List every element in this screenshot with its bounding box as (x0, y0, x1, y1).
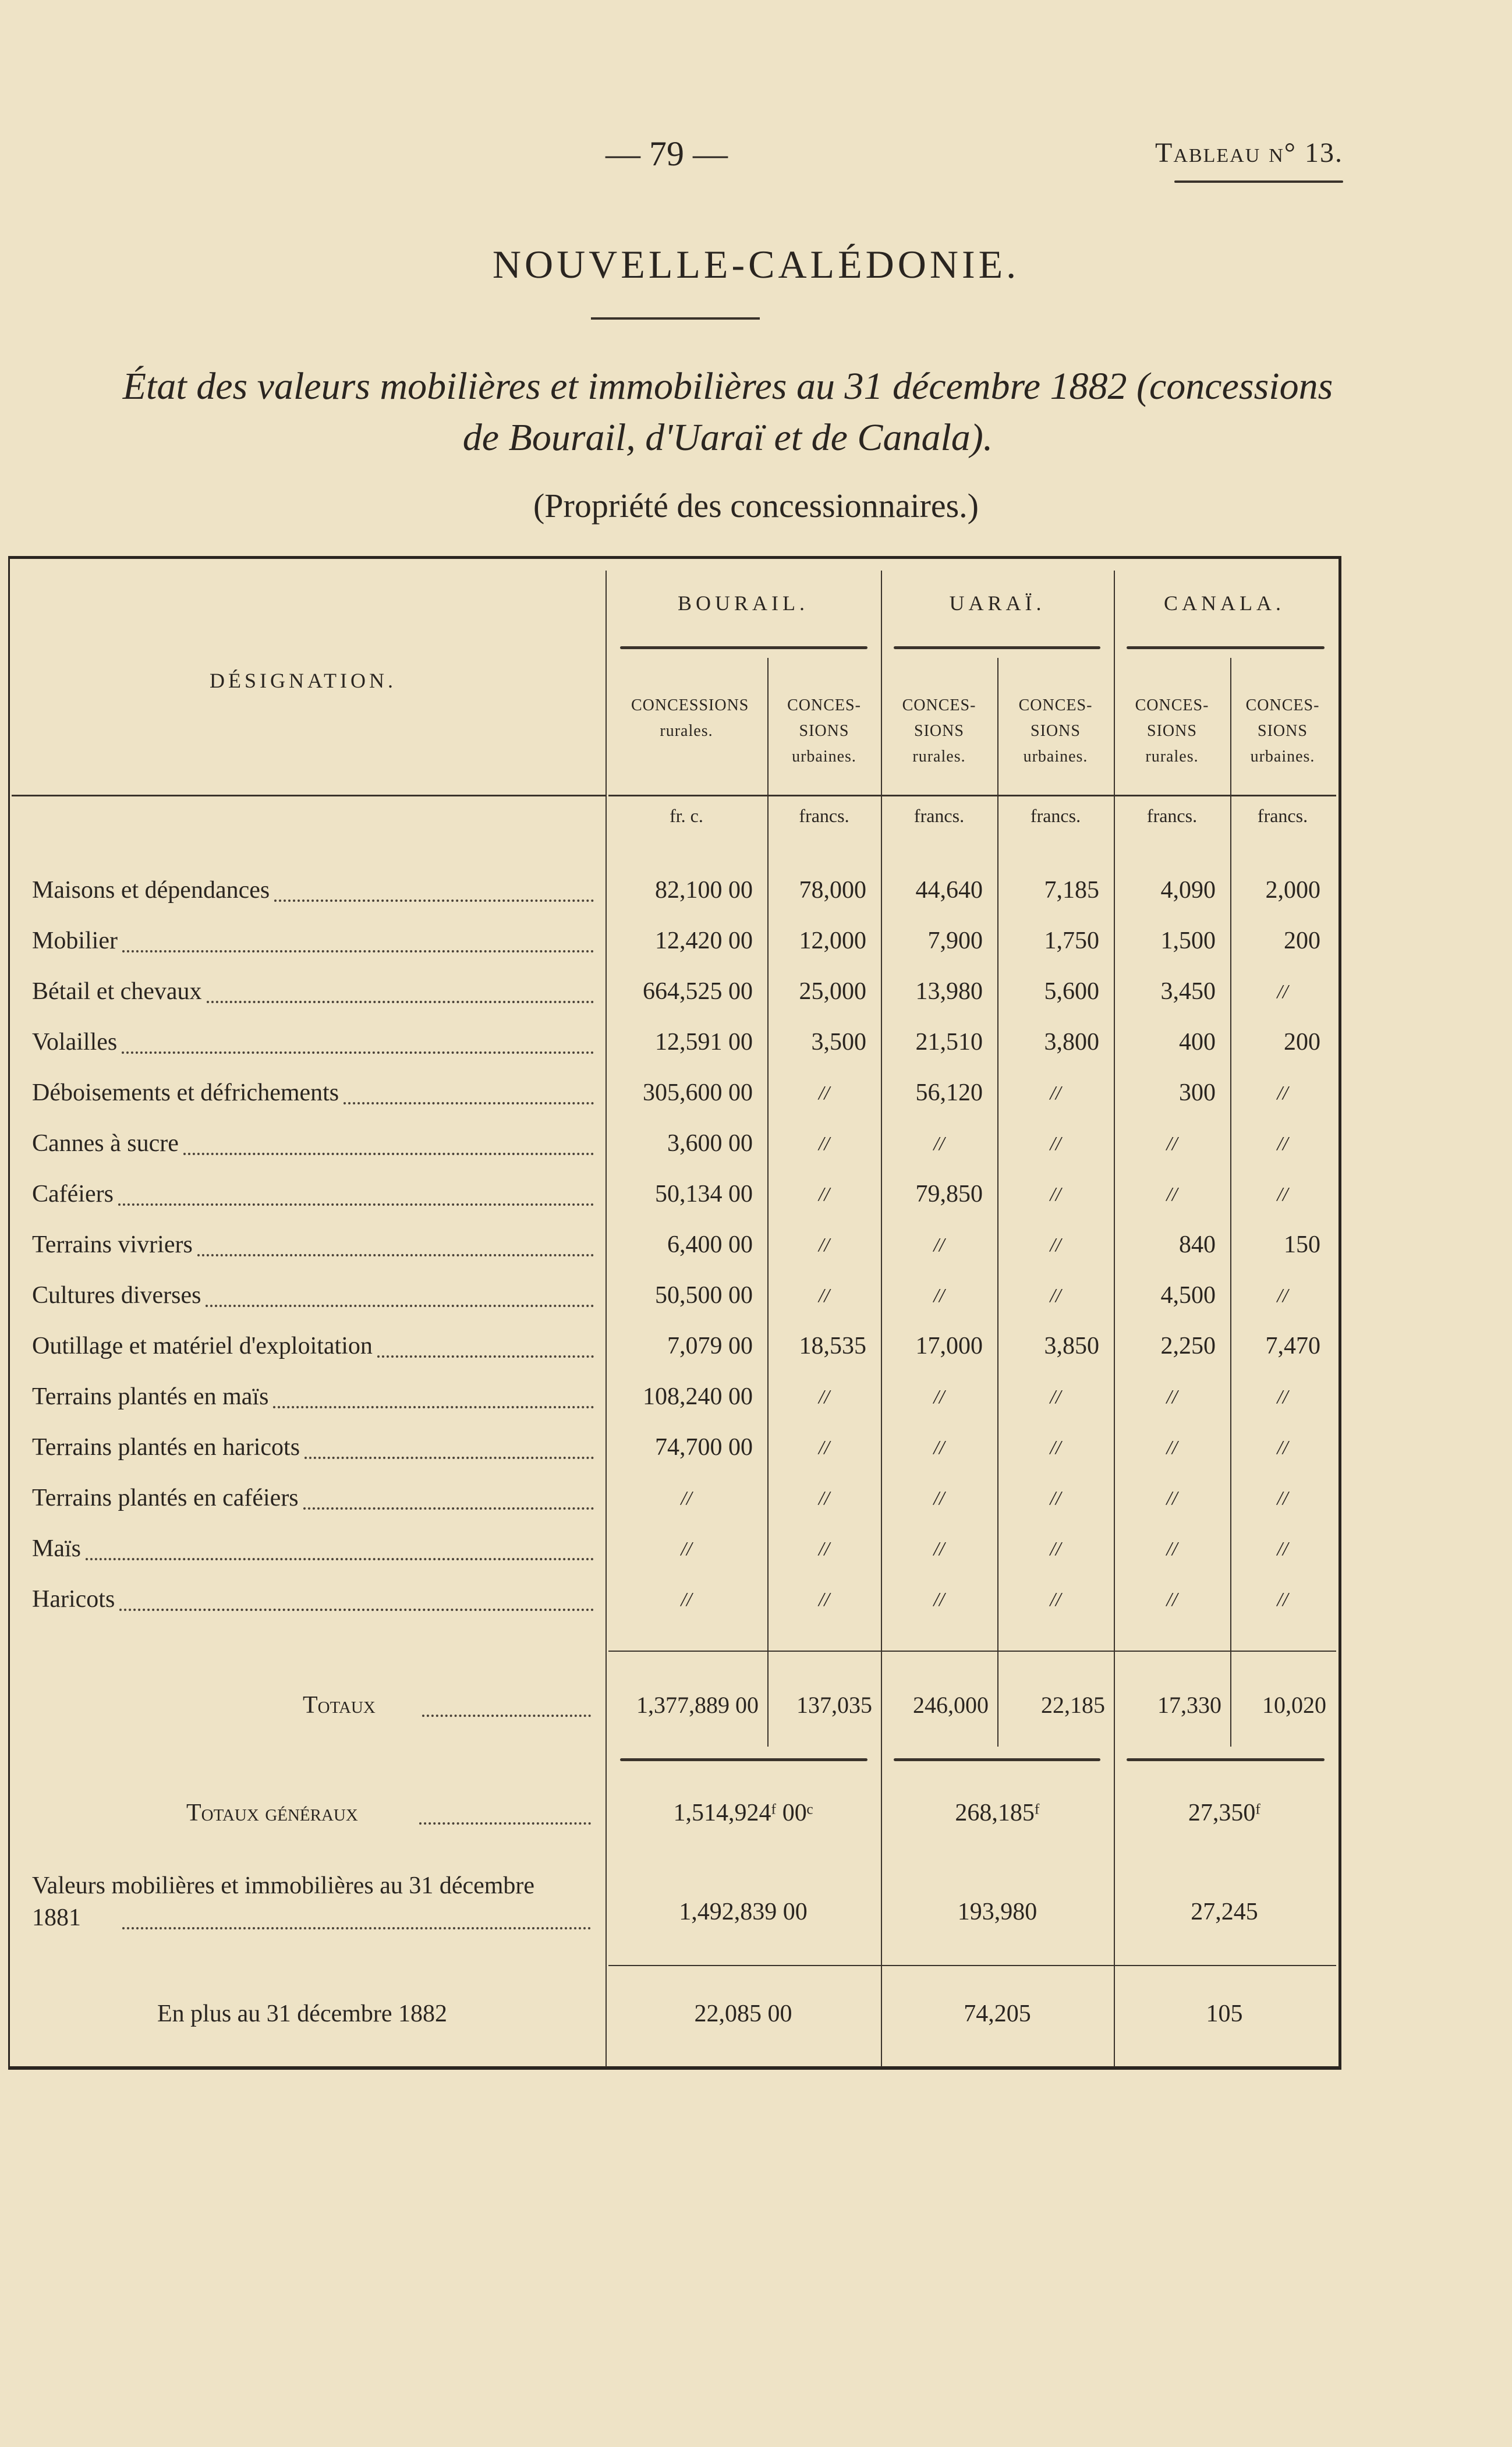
dot-leader (422, 1715, 591, 1717)
table-cell: 305,600 00 (643, 1079, 753, 1106)
table-cell: // (1277, 1386, 1288, 1408)
dot-leader (122, 1927, 591, 1929)
totals-cell: 246,000 (913, 1692, 989, 1718)
table-cell: // (933, 1234, 945, 1256)
tableau-underline (1174, 180, 1343, 183)
subheader-line: CONCES- (1245, 696, 1320, 714)
table-cell: // (1050, 1386, 1061, 1408)
table-cell: // (681, 1538, 692, 1560)
table-cell: 1,500 (1160, 927, 1216, 954)
table-cell: 1,750 (1044, 927, 1099, 954)
table-cell: 3,450 (1160, 978, 1216, 1005)
table-cell: // (933, 1133, 945, 1155)
table-cell: 2,250 (1160, 1333, 1216, 1359)
table-cell: 664,525 00 (643, 978, 753, 1005)
table-cell: 18,535 (799, 1333, 866, 1359)
subtitle-line-2: de Bourail, d'Uaraï et de Canala). (462, 416, 993, 459)
table-cell: 300 (1179, 1079, 1216, 1106)
increase-cell: 22,085 00 (694, 2000, 792, 2027)
table-cell: // (819, 1234, 830, 1256)
totals-brace (1127, 1758, 1325, 1761)
ownership-note: (Propriété des concessionnaires.) (533, 487, 979, 525)
subheader-line: rurales. (912, 748, 966, 766)
table-cell: // (819, 1082, 830, 1104)
previous-year-cell: 27,245 (1191, 1899, 1258, 1925)
row-label: Mobilier (32, 927, 118, 954)
table-cell: 840 (1179, 1231, 1216, 1258)
table-cell: 50,500 00 (655, 1282, 753, 1309)
table-cell: 3,500 (811, 1029, 866, 1056)
unit-label: francs. (913, 805, 965, 826)
unit-label: francs. (1257, 805, 1308, 826)
subheader-line: CONCES- (902, 696, 976, 714)
table-cell: // (1277, 1133, 1288, 1155)
table-cell: // (1277, 1488, 1288, 1509)
table-cell: // (1166, 1538, 1178, 1560)
table-cell: // (933, 1437, 945, 1458)
table-cell: // (1277, 1184, 1288, 1205)
table-cell: 7,079 00 (667, 1333, 753, 1359)
table-cell: // (1166, 1437, 1178, 1458)
grand-totals-label: Totaux généraux (186, 1800, 358, 1826)
table-cell: // (933, 1386, 945, 1408)
row-label: Caféiers (32, 1181, 114, 1207)
table-cell: 200 (1284, 927, 1320, 954)
subheader-line: rurales. (1145, 748, 1199, 766)
column-divider (1114, 658, 1115, 1747)
table-cell: 82,100 00 (655, 877, 753, 904)
table-cell: // (1166, 1589, 1178, 1610)
table-cell: 7,185 (1044, 877, 1099, 904)
dot-leader (183, 1153, 594, 1155)
table-cell: // (933, 1589, 945, 1610)
increase-rule (608, 1965, 1336, 1966)
row-label: Terrains plantés en maïs (32, 1383, 269, 1410)
table-cell: // (1050, 1589, 1061, 1610)
column-subheader (1117, 693, 1227, 770)
row-label: Terrains plantés en haricots (32, 1434, 300, 1461)
subtitle-line-1: État des valeurs mobilières et immobilières au 31 décembre 1882 (concessions (122, 365, 1333, 408)
table-cell: // (1166, 1184, 1178, 1205)
dot-leader (206, 1305, 594, 1307)
column-divider (881, 658, 882, 1747)
row-label: Maisons et dépendances (32, 877, 270, 904)
row-label: Terrains plantés en caféiers (32, 1485, 299, 1511)
unit-label: fr. c. (670, 805, 703, 826)
subheader-line: SIONS (799, 722, 849, 740)
table-cell: // (1277, 1082, 1288, 1104)
row-label: Déboisements et défrichements (32, 1079, 339, 1106)
grand-totals-cell: 27,350ᶠ (1188, 1800, 1261, 1826)
table-cell: 12,591 00 (655, 1029, 753, 1056)
unit-label: francs. (1146, 805, 1198, 826)
subheader-line: CONCES- (1018, 696, 1093, 714)
table-cell: 3,600 00 (667, 1130, 753, 1157)
colony-brace (620, 646, 867, 649)
table-cell: 13,980 (915, 978, 983, 1005)
table-cell: // (1277, 1589, 1288, 1610)
table-cell: 400 (1179, 1029, 1216, 1056)
subheader-line: urbaines. (792, 748, 856, 766)
table-cell: // (1277, 1437, 1288, 1458)
header-rule (12, 795, 605, 796)
unit-label: francs. (1030, 805, 1081, 826)
table-cell: 25,000 (799, 978, 866, 1005)
increase-cell: 74,205 (964, 2000, 1031, 2027)
dot-leader (304, 1457, 594, 1459)
table-cell: // (1166, 1133, 1178, 1155)
previous-year-cell: 1,492,839 00 (679, 1899, 808, 1925)
table-cell: // (933, 1285, 945, 1306)
row-label: Volailles (32, 1029, 118, 1056)
designation-header: DÉSIGNATION. (210, 669, 396, 692)
table-cell: // (819, 1437, 830, 1458)
table-cell: // (1050, 1437, 1061, 1458)
unit-label: francs. (799, 805, 849, 826)
table-cell: // (933, 1488, 945, 1509)
table-cell: // (1277, 1538, 1288, 1560)
page-number: — 79 — (605, 134, 728, 173)
table-cell: // (1050, 1133, 1061, 1155)
column-divider (997, 658, 998, 1747)
table-cell: 79,850 (915, 1181, 983, 1207)
row-label: Terrains vivriers (32, 1231, 193, 1258)
colony-header: UARAÏ. (949, 592, 1046, 615)
column-subheader (1227, 693, 1338, 770)
dot-leader (118, 1203, 594, 1206)
totals-brace (894, 1758, 1100, 1761)
previous-year-label-1: Valeurs mobilières et immobilières au 31 décembre (32, 1872, 535, 1899)
row-label: Cultures diverses (32, 1282, 201, 1309)
table-cell: // (819, 1538, 830, 1560)
totals-cell: 1,377,889 00 (636, 1692, 759, 1718)
title-rule (591, 317, 760, 320)
totals-cell: 17,330 (1157, 1692, 1221, 1718)
column-subheader (884, 693, 994, 770)
increase-cell: 105 (1206, 2000, 1243, 2027)
increase-label: En plus au 31 décembre 1882 (157, 2000, 448, 2027)
table-cell: 150 (1284, 1231, 1320, 1258)
dot-leader (197, 1254, 594, 1256)
totals-cell: 137,035 (796, 1692, 872, 1718)
table-cell: 21,510 (915, 1029, 983, 1056)
table-cell: // (819, 1184, 830, 1205)
dot-leader (377, 1355, 594, 1358)
column-subheader (631, 693, 749, 744)
previous-year-cell: 193,980 (957, 1899, 1037, 1925)
table-cell: // (1050, 1538, 1061, 1560)
totals-label: Totaux (303, 1692, 376, 1719)
subheader-line: CONCES- (1135, 696, 1209, 714)
column-subheader (1000, 693, 1111, 770)
table-cell: // (819, 1386, 830, 1408)
table-cell: // (1050, 1082, 1061, 1104)
page-title: NOUVELLE-CALÉDONIE. (492, 242, 1020, 286)
totals-rule (608, 1651, 1336, 1652)
row-label: Cannes à sucre (32, 1130, 179, 1157)
dot-leader (344, 1102, 594, 1104)
values-table (8, 556, 1341, 2070)
subheader-line: SIONS (1147, 722, 1197, 740)
colony-brace (894, 646, 1100, 649)
dot-leader (122, 950, 594, 952)
column-subheader (769, 693, 880, 770)
row-label: Outillage et matériel d'exploitation (32, 1333, 373, 1359)
table-cell: 7,900 (927, 927, 983, 954)
grand-totals-cell: 268,185ᶠ (955, 1800, 1040, 1826)
colony-brace (1127, 646, 1325, 649)
table-cell: 2,000 (1265, 877, 1320, 904)
table-cell: // (933, 1538, 945, 1560)
table-cell: // (681, 1488, 692, 1509)
table-cell: 12,000 (799, 927, 866, 954)
table-cell: 3,850 (1044, 1333, 1099, 1359)
table-cell: 12,420 00 (655, 927, 753, 954)
table-cell: 4,500 (1160, 1282, 1216, 1309)
table-cell: 5,600 (1044, 978, 1099, 1005)
table-cell: 7,470 (1265, 1333, 1320, 1359)
table-cell: // (819, 1285, 830, 1306)
table-cell: 6,400 00 (667, 1231, 753, 1258)
dot-leader (119, 1609, 594, 1611)
table-cell: // (1277, 1285, 1288, 1306)
table-cell: // (1050, 1184, 1061, 1205)
totals-cell: 10,020 (1262, 1692, 1326, 1718)
subheader-line: urbaines. (1250, 748, 1315, 766)
header-rule-values (608, 795, 1336, 796)
table-cell: 108,240 00 (643, 1383, 753, 1410)
totals-brace (620, 1758, 867, 1761)
table-cell: 4,090 (1160, 877, 1216, 904)
table-cell: 44,640 (915, 877, 983, 904)
subheader-line: SIONS (914, 722, 964, 740)
tableau-reference: Tableau n° 13. (1155, 137, 1343, 168)
table-cell: // (681, 1589, 692, 1610)
table-cell: // (1166, 1488, 1178, 1509)
table-cell: // (819, 1488, 830, 1509)
table-cell: 56,120 (915, 1079, 983, 1106)
table-cell: 3,800 (1044, 1029, 1099, 1056)
subheader-line: CONCESSIONS (631, 696, 749, 714)
designation-divider (605, 571, 607, 2067)
table-cell: // (1277, 981, 1288, 1003)
dot-leader (86, 1558, 594, 1560)
subheader-line: SIONS (1258, 722, 1308, 740)
row-label: Maïs (32, 1535, 81, 1562)
page-subtitle (93, 361, 1362, 463)
table-cell: // (819, 1589, 830, 1610)
subheader-line: rurales. (660, 722, 713, 740)
dot-leader (303, 1507, 594, 1510)
table-cell: 50,134 00 (655, 1181, 753, 1207)
row-label: Haricots (32, 1586, 115, 1613)
table-cell: // (1050, 1234, 1061, 1256)
colony-header: BOURAIL. (678, 592, 809, 615)
page-header (0, 134, 1512, 180)
dot-leader (207, 1001, 594, 1003)
grand-totals-cell: 1,514,924ᶠ 00ᶜ (673, 1800, 813, 1826)
table-cell: // (819, 1133, 830, 1155)
previous-year-label-2: 1881 (32, 1904, 81, 1931)
table-cell: // (1050, 1285, 1061, 1306)
table-cell: // (1166, 1386, 1178, 1408)
table-cell: 78,000 (799, 877, 866, 904)
dot-leader (419, 1822, 591, 1825)
colony-header: CANALA. (1164, 592, 1285, 615)
row-label: Bétail et chevaux (32, 978, 202, 1005)
dot-leader (122, 1051, 594, 1054)
subheader-line: urbaines. (1023, 748, 1088, 766)
subheader-line: CONCES- (787, 696, 861, 714)
table-cell: 200 (1284, 1029, 1320, 1056)
dot-leader (273, 1406, 594, 1408)
table-cell: 74,700 00 (655, 1434, 753, 1461)
subheader-line: SIONS (1031, 722, 1081, 740)
table-cell: 17,000 (915, 1333, 983, 1359)
dot-leader (274, 900, 594, 902)
totals-cell: 22,185 (1041, 1692, 1105, 1718)
table-cell: // (1050, 1488, 1061, 1509)
